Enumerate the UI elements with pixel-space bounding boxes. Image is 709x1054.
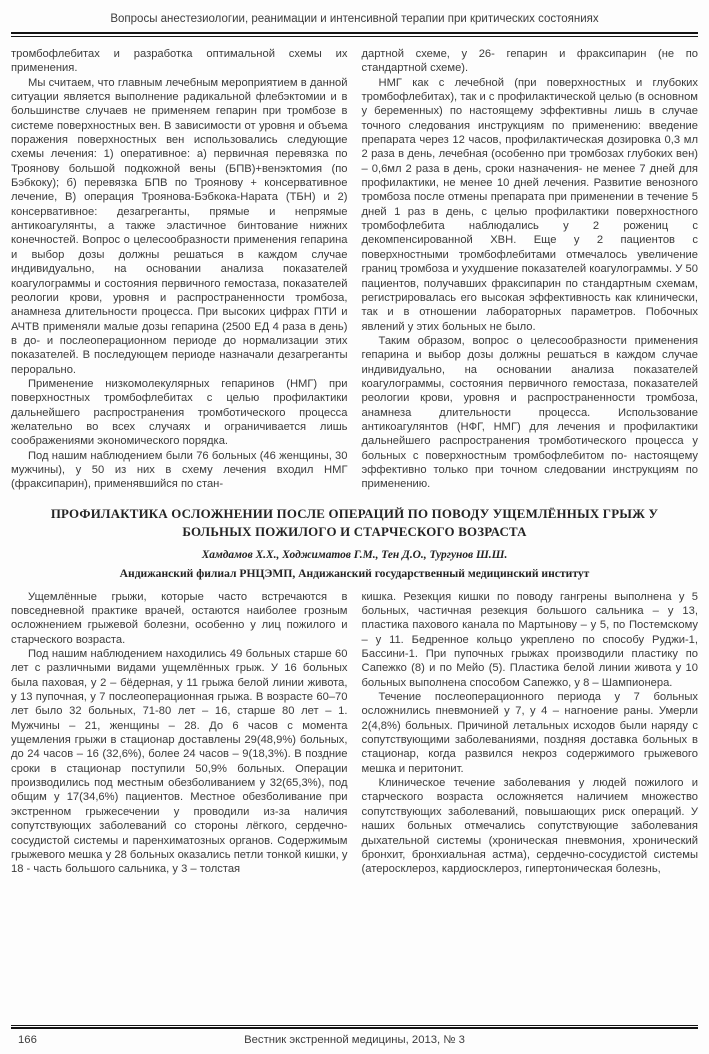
page-footer [11, 1025, 698, 1050]
header-rule-thin [11, 36, 698, 37]
header-rule-thick [11, 32, 698, 34]
footer-rule-thick [11, 1027, 698, 1029]
article2-heading-block [11, 505, 698, 580]
paragraph: Течение послеоперационного периода у 7 больных осложнились пневмонией у 7, у 4 – нагноение раны. Умерли 2(4,8%) больных. Причиной летальных исходов были наряду с сопутствующими заболеваниями, поздняя доставка больных в стационар, когда развился некроз содержимого грыжевого мешка и перитонит. [361, 691, 698, 775]
article1-right-column [362, 47, 699, 492]
article2-section [11, 590, 698, 877]
article-title: ПРОФИЛАКТИКА ОСЛОЖНЕНИИ ПОСЛЕ ОПЕРАЦИЙ ПО ПОВОДУ УЩЕМЛЁННЫХ ГРЫЖ У БОЛЬНЫХ ПОЖИЛОГО И СТАРЧЕСКОГО ВОЗРАСТА [50, 506, 659, 540]
article1-left-column [11, 47, 348, 492]
article2-left-column [11, 590, 348, 877]
paragraph: Таким образом, вопрос о целесообразности применения гепарина и выбор дозы должны решаться в каждом случае индивидуально, на основании анализа показателей коагулограммы, состояния первичного гемостаза, показателей реологии крови, уровня и распространенности тромбоза, анамнеза длительности процесса. Использование антикоагулянтов (НФГ, НМГ) для лечения и профилактики дальнейшего распространения тромботического процесса у больных с поверхностным тромбофлебитом по- настоящему эффективно только при точном следовании инструкциям по применению. [361, 334, 698, 491]
paragraph: кишка. Резекция кишки по поводу гангрены выполнена у 5 больных, частичная резекция большого сальника – у 13, пластика пахового канала по Мартынову – у 5, по Постемскому – у 11. Бедренное кольцо укреплено по способу Руджи-1, Бассини-1. При пупочных грыжах производили пластику по Сапежко (8) и по Мейо (5). Пластика белой линии живота у 10 больных выполнена способом Сапежко, у 8 – Шампионера. [361, 590, 698, 689]
paragraph: НМГ как с лечебной (при поверхностных и глубоких тромбофлебитах), так и с профилактической целью (в основном у беременных) по настоящему эффективны лишь в случае точного следования инструкциям по применению: введение препарата через 12 часов, профилактическая дозировка 0,3 мл 2 раза в день, лечебная (особенно при тромбозах глубоких вен) – 0,6мл 2 раза в день, сроки назначения- не менее 7 дней для профилактики, не менее 10 дней лечения. Развитие венозного тромбоза после отмены препарата при применении в течение 5 дней 1 раз в день, с целью профилактики поверхностного тромбофлебита наблюдались у 2 рожениц с декомпенсированной ХВН. Еще у 2 пациентов с поверхностными тромбофлебитами отмечалось увеличение границ тромбоза и ухудшение показателей коагулограммы. У 50 пациентов, получавших фраксипарин по стандартным схемам, регистрировалась его высокая эффективность как клинически, так и в отношении лабораторных параметров. Побочных явлений у этих больных не было. [361, 76, 698, 333]
paragraph: Применение низкомолекулярных гепаринов (НМГ) при поверхностных тромбофлебитах с целью профилактики дальнейшего распространения тромботического процесса желательно во всех случаях и ограничивается лишь соображениями экономического порядка. [11, 377, 348, 448]
article-affiliation: Андижанский филиал РНЦЭМП, Андижанский государственный медицинский институт [119, 566, 590, 580]
article2-right-column [362, 590, 699, 877]
article-authors: Хамдамов Х.Х., Ходжиматов Г.М., Тен Д.О., Тургунов Ш.Ш. [201, 548, 508, 561]
paragraph: дартной схеме, у 26- гепарин и фраксипарин (не по стандартной схеме). [361, 48, 698, 75]
journal-footer-line: Вестник экстренной медицины, 2013, № 3 [244, 1034, 465, 1046]
paragraph: Ущемлённые грыжи, которые часто встречаются в повседневной практике врачей, остаются наиболее грозным осложнением грыжевой болезни, особенно у лиц пожилого и старческого возраста. [11, 590, 348, 646]
paragraph: тромбофлебитах и разработка оптимальной схемы их применения. [11, 48, 348, 75]
footer-rule-thin [11, 1025, 698, 1026]
paragraph: Под нашим наблюдением были 76 больных (46 женщины, 30 мужчины), у 50 из них в схему лечения входил НМГ (фраксипарин), применявшийся по стан- [11, 449, 348, 491]
running-header: Вопросы анестезиологии, реанимации и интенсивной терапии при критических состояниях [110, 13, 599, 25]
paragraph: Под нашим наблюдением находились 49 больных старше 60 лет с различными видами ущемлённых грыж. У 16 больных была паховая, у 2 – бёдерная, у 11 грыжа белой линии живота, у 13 пупочная, у 7 послеоперационная грыжа. В возрасте 60–70 лет было 32 больных, 71-80 лет – 16, старше 80 лет – 1. Мужчины – 21, женщины – 28. До 6 часов с момента ущемления грыжи в стационар доставлены 29(48,9%) больных, до 24 часов – 16 (32,6%), более 24 часов – 9(18,3%). В поздние сроки в стационар поступили 50,9% больных. Операции производились под местным обезболиванием у 32(65,3%), под общим у 17(34,6%) пациентов. Местное обезболивание при экстренном грыжесечении у проводили из-за наличия сопутствующих заболеваний со стороны лёгкого, сердечно-сосудистой системы и паренхиматозных органов. Содержимым грыжевого мешка у 28 больных оказались петли тонкой кишки, у 18 - часть большого сальника, у 3 – толстая [11, 648, 348, 876]
page-number: 166 [18, 1034, 37, 1046]
footer-row [11, 1033, 698, 1049]
paragraph: Клиническое течение заболевания у людей пожилого и старческого возраста осложняется наличием множество сопутствующих заболеваний, повышающих риск операций. У наших больных отмечались сопутствующие заболевания дыхательной системы (хроническая пневмония, хронический бронхит, бронхиальная астма), сердечно-сосудистой системы (атеросклероз, кардиосклероз, гипертоническая болезнь, [361, 777, 698, 876]
footer-rules [11, 1025, 698, 1030]
page-content [11, 0, 698, 1016]
article1-section [11, 47, 698, 492]
paragraph: Мы считаем, что главным лечебным мероприятием в данной ситуации является выполнение радикальной флебэктомии и в большинстве случаев не применяем гепарин при тромбозе в системе поверхностных вен. В зависимости от уровня и объема поражения поверхностных вен использовались следующие схемы лечения: 1) оперативное: а) первичная перевязка по Троянову большой подкожной вены (БПВ)+венэктомия (по Бэбкоку); б) перевязка БПВ по Троянову + консервативное лечение, В) операция Троянова-Бэбкока-Нарата (ТБН) и 2) консервативное: дезагреганты, прямые и непрямые антикоагулянты, а также эластичное бинтование нижних конечностей. Вопрос о целесообразности применения гепарина и выбор дозы должны решаться в каждом случае индивидуально, на основании анализа показателей коагулограммы и состояния первичного гемостаза, показателей реологии крови, уровня и распространенности тромбоза, анамнеза длительности процесса. При высоких цифрах ПТИ и АЧТВ применяли малые дозы гепарина (2500 ЕД 4 раза в день) в до- и послеоперационном периоде до нормализации этих показателей. В последующем периоде назначали дезагреганты перорально. [11, 76, 348, 376]
